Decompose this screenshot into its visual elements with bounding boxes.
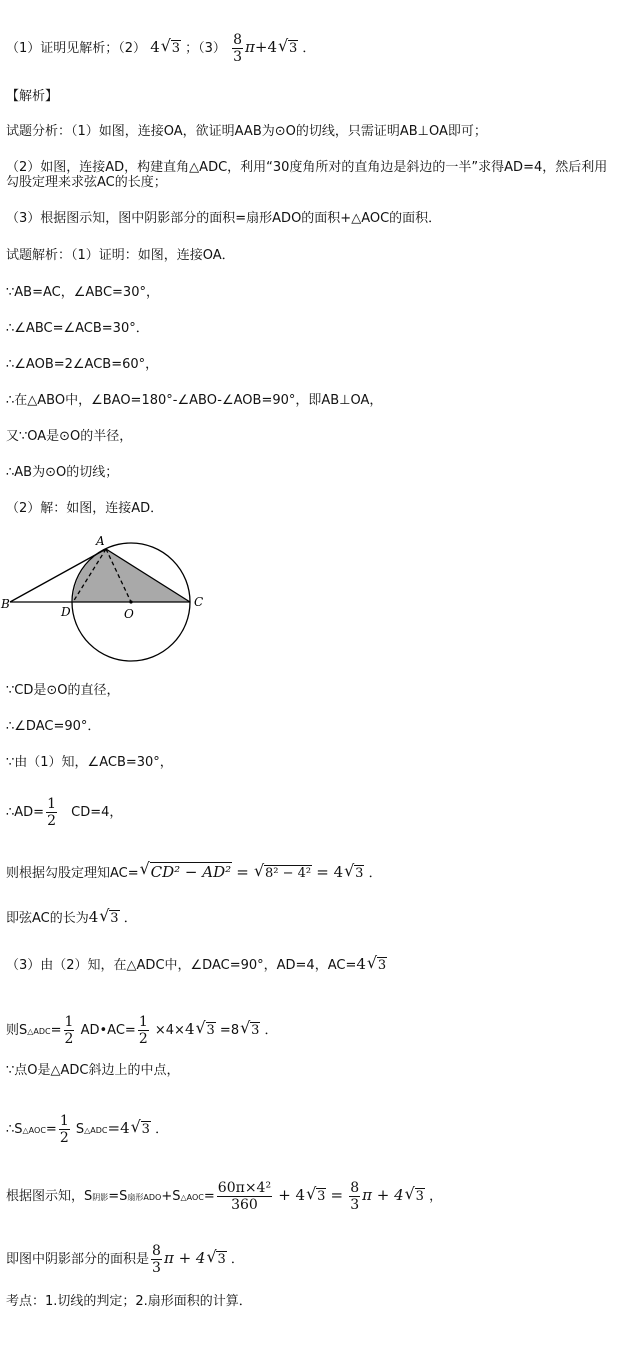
ac-length: 即弦AC的长为4√ 3 ．	[6, 909, 137, 927]
analysis-line-3: （3）根据图示知，图中阴影部分的面积=扇形ADO的面积+△AOC的面积．	[6, 211, 442, 226]
sqrt: √ 3	[99, 911, 119, 927]
fraction: $\frac{\text{60π×4²}}{360}$	[217, 1180, 272, 1213]
solution-line: ∴AB为⊙O的切线；	[6, 465, 119, 480]
label-b: B	[1, 597, 10, 611]
solution-line: ∴∠AOB=2∠ACB=60°，	[6, 357, 159, 372]
solution-line: ∵CD是⊙O的直径，	[6, 683, 120, 698]
solution-line: 试题解析：（1）证明：如图，连接OA．	[6, 248, 235, 263]
answer3-fraction: $\frac{8}{3}$	[233, 32, 242, 65]
shaded-area-result: 即图中阴影部分的面积是 $\frac{8}{3}$ π + 4√ 3 ．	[6, 1243, 244, 1276]
analysis-line-2b: 勾股定理来求弦AC的长度；	[6, 175, 167, 190]
answer-line: （1）证明见解析；（2） 4√ 3 ；（3） $\frac{8}{3}$ π+4√ 3 ．	[6, 32, 315, 65]
part3-line: （3）由（2）知，在△ADC中，∠DAC=90°，AD=4，AC=4√ 3	[6, 956, 387, 974]
geometry-figure	[0, 532, 220, 667]
solution-line: ∵AB=AC，∠ABC=30°，	[6, 285, 159, 300]
sqrt: √ 3	[405, 1189, 425, 1205]
answer3-sqrt: √ 3	[278, 41, 298, 57]
center-point	[129, 600, 132, 603]
label-d: D	[61, 605, 71, 619]
sqrt: √ 8² − 4²	[254, 866, 312, 882]
label-o: O	[124, 607, 134, 621]
ac-equation: 则根据勾股定理知AC=√ CD² − AD² = √ 8² − 4² = 4√ 3 ．	[6, 864, 382, 882]
sqrt: √ 3	[367, 958, 387, 974]
solution-line: 又∵OA是⊙O的半径，	[6, 429, 133, 444]
answer2-coefficient: 4	[150, 38, 160, 56]
sqrt: √ 3	[206, 1252, 226, 1268]
analysis-line-2a: （2）如图，连接AD，构建直角△ADC，利用“30度角所对的直角边是斜边的一半”求得AD=4，然后利用	[6, 160, 608, 175]
solution-line: ∵由（1）知，∠ACB=30°，	[6, 755, 173, 770]
fraction: $\frac{1}{2}$	[59, 1113, 69, 1146]
fraction: $\frac{8}{3}$	[350, 1180, 360, 1213]
answer2-sqrt: √ 3	[161, 41, 181, 57]
ad-equation: ∴AD= $\frac{1}{2}$ CD=4，	[6, 796, 123, 829]
sqrt: √ 3	[240, 1023, 260, 1039]
solution-line: ∴在△ABO中，∠BAO=180°-∠ABO-∠AOB=90°，即AB⊥OA，	[6, 393, 383, 408]
label-c: C	[194, 595, 204, 609]
solution-line: ∴∠DAC=90°．	[6, 719, 101, 734]
area-aoc-equation: ∴S△AOC= $\frac{1}{2}$ S△ADC=4√ 3 ．	[6, 1113, 168, 1146]
shaded-area-equation: 根据图示知，S阴影=S扇形ADO+S△AOC= $\frac{\text{60π×4²}}{360}$ + 4√ 3 = $\frac{8}{3}$ π + 4√ 3 ，	[6, 1180, 442, 1213]
analysis-heading: 【解析】	[6, 89, 59, 104]
fraction: $\frac{1}{2}$	[138, 1014, 148, 1047]
analysis-line-1: 试题分析：（1）如图，连接OA，欲证明AAB为⊙O的切线，只需证明AB⊥OA即可；	[6, 124, 487, 139]
solution-line: ∴∠ABC=∠ACB=30°．	[6, 321, 149, 336]
label-a: A	[96, 534, 105, 548]
area-adc-equation: 则S△ADC= $\frac{1}{2}$ AD•AC= $\frac{1}{2}$ ×4×4√ 3 =8√ 3 ．	[6, 1014, 278, 1047]
solution-line: ∵点O是△ADC斜边上的中点，	[6, 1063, 180, 1078]
fraction: $\frac{8}{3}$	[152, 1243, 161, 1276]
sqrt: √ 3	[131, 1122, 151, 1138]
sqrt: √ CD² − AD²	[140, 864, 233, 882]
fraction: $\frac{1}{2}$	[47, 796, 56, 829]
sqrt: √ 3	[344, 866, 364, 882]
solution-line: （2）解：如图，连接AD．	[6, 501, 164, 516]
sqrt: √ 3	[196, 1023, 216, 1039]
fraction: $\frac{1}{2}$	[64, 1014, 74, 1047]
sqrt: √ 3	[306, 1189, 326, 1205]
kaodian-line: 考点：1.切线的判定；2.扇形面积的计算．	[6, 1294, 252, 1309]
